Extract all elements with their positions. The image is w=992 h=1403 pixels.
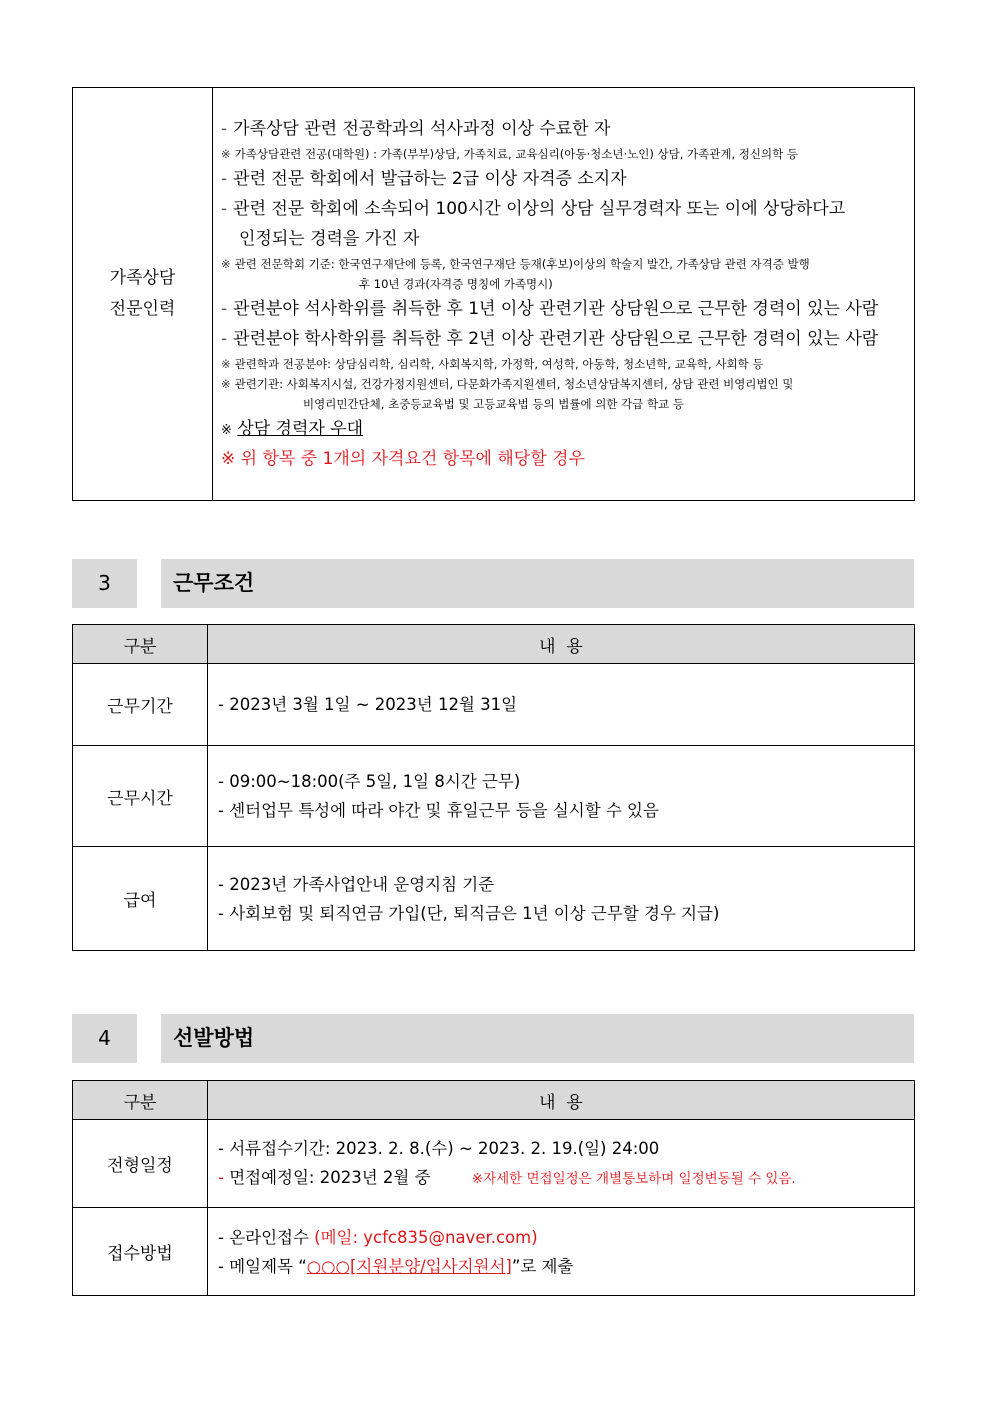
note-mark: ※	[221, 377, 231, 391]
qualification-item	[221, 324, 906, 354]
apply-line1	[218, 1223, 914, 1252]
apply-label: 접수방법	[73, 1208, 208, 1296]
salary-content	[208, 847, 915, 951]
note-text: 관련 전문학회 기준: 한국연구재단에 등록, 한국연구재단 등재(후보)이상의 학술지 발간, 가족상담 관련 자격증 발행	[234, 257, 810, 271]
qualification-label	[73, 88, 213, 501]
item-text: 관련분야 학사학위를 취득한 후 2년 이상 관련기관 상담원으로 근무한 경력이 있는 사람	[233, 329, 879, 349]
selection-header-col2: 내 용	[208, 1081, 915, 1120]
interview-date: 면접예정일: 2023년 2월 중	[229, 1167, 431, 1187]
work-header-col2: 내 용	[208, 625, 915, 664]
work-hours-label: 근무시간	[73, 746, 208, 847]
qualification-note-continued: 비영리민간단체, 초중등교육법 및 고등교육법 등의 법률에 의한 각급 학교 등	[303, 397, 684, 411]
item-dash: -	[221, 119, 228, 139]
table-row	[73, 1208, 915, 1296]
apply-content	[208, 1208, 915, 1296]
item-text: 가족상담 관련 전공학과의 석사과정 이상 수료한 자	[233, 119, 611, 139]
item-dash: -	[221, 299, 228, 319]
table-row	[73, 1120, 915, 1208]
preferred-text: 상담 경력자 우대	[237, 419, 364, 439]
note-text: 가족상담관련 전공(대학원) : 가족(부부)상담, 가족치료, 교육심리(아동·청소년·노인) 상담, 가족관계, 정신의학 등	[234, 147, 798, 161]
section3-title: 근무조건	[161, 559, 914, 608]
table-row	[73, 664, 915, 746]
item-text: 관련분야 석사학위를 취득한 후 1년 이상 관련기관 상담원으로 근무한 경력이 있는 사람	[233, 299, 879, 319]
qualification-item	[221, 294, 906, 324]
note-mark: ※	[221, 257, 231, 271]
salary-line2: - 사회보험 및 퇴직연금 가입(단, 퇴직금은 1년 이상 근무할 경우 지급)	[218, 903, 720, 923]
qualification-item	[221, 114, 906, 144]
item-dash: -	[221, 329, 228, 349]
qualification-items	[221, 114, 906, 414]
salary-line1: - 2023년 가족사업안내 운영지침 기준	[218, 874, 495, 894]
apply-line2	[218, 1252, 914, 1281]
item-dash: -	[221, 169, 228, 189]
qualification-note	[221, 354, 906, 374]
interview-note: ※자세한 면접일정은 개별통보하며 일정변동될 수 있음.	[471, 1170, 796, 1187]
qualification-table	[72, 87, 915, 501]
schedule-line2	[218, 1163, 914, 1194]
work-period-line: - 2023년 3월 1일 ~ 2023년 12월 31일	[218, 695, 518, 714]
schedule-line1: - 서류접수기간: 2023. 2. 8.(수) ~ 2023. 2. 19.(일) 24:00	[218, 1138, 660, 1158]
qualification-item	[221, 194, 906, 224]
apply-subject-post: ”로 제출	[511, 1256, 574, 1276]
note-text: 관련학과 전공분야: 상담심리학, 심리학, 사회복지학, 가정학, 여성학, 아동학, 청소년학, 교육학, 사회학 등	[234, 357, 764, 371]
qualification-note-continued: 후 10년 경과(자격증 명칭에 가족명시)	[359, 277, 553, 291]
note-mark: ※	[221, 147, 231, 161]
section3-number: 3	[72, 559, 137, 608]
apply-email[interactable]: (메일: ycfc835@naver.com)	[314, 1227, 538, 1247]
work-hours-content	[208, 746, 915, 847]
schedule-label: 전형일정	[73, 1120, 208, 1208]
item-text: 관련 전문 학회에 소속되어 100시간 이상의 상담 실무경력자 또는 이에 상당하다고	[233, 199, 846, 219]
item-text: 관련 전문 학회에서 발급하는 2급 이상 자격증 소지자	[233, 169, 627, 189]
selection-table	[72, 1080, 915, 1296]
selection-header-col1: 구분	[73, 1081, 208, 1120]
work-hours-line2: - 센터업무 특성에 따라 야간 및 휴일근무 등을 실시할 수 있음	[218, 801, 659, 820]
qualification-label-line1: 가족상담	[109, 268, 176, 288]
preferred-mark: ※	[221, 423, 232, 438]
work-header-col1: 구분	[73, 625, 208, 664]
table-row	[73, 746, 915, 847]
work-hours-line1: - 09:00~18:00(주 5일, 1일 8시간 근무)	[218, 772, 521, 791]
section4-number: 4	[72, 1014, 137, 1063]
qualification-body	[213, 88, 915, 501]
qualification-note	[221, 374, 906, 394]
condition-line: ※ 위 항목 중 1개의 자격요건 항목에 해당할 경우	[221, 449, 585, 469]
schedule-content	[208, 1120, 915, 1208]
qualification-label-line2: 전문인력	[109, 299, 176, 319]
item-dash: -	[221, 199, 228, 219]
work-conditions-table	[72, 624, 915, 951]
apply-subject-pre: - 메일제목 “	[218, 1256, 307, 1276]
apply-online: - 온라인접수	[218, 1227, 309, 1247]
schedule-line2-dash: -	[218, 1167, 224, 1187]
apply-subject-format: ○○○[지원분양/입사지원서]	[306, 1256, 512, 1276]
qualification-note	[221, 144, 906, 164]
qualification-item	[221, 164, 906, 194]
qualification-note	[221, 254, 906, 274]
table-row	[73, 847, 915, 951]
section4-title: 선발방법	[161, 1014, 914, 1063]
work-period-label: 근무기간	[73, 664, 208, 746]
preferred-line	[221, 414, 906, 444]
work-period-content	[208, 664, 915, 746]
note-text: 관련기관: 사회복지시설, 건강가정지원센터, 다문화가족지원센터, 청소년상담복지센터, 상담 관련 비영리법인 및	[234, 377, 794, 391]
salary-label: 급여	[73, 847, 208, 951]
qualification-item-continued: 인정되는 경력을 가진 자	[239, 229, 420, 249]
note-mark: ※	[221, 357, 231, 371]
